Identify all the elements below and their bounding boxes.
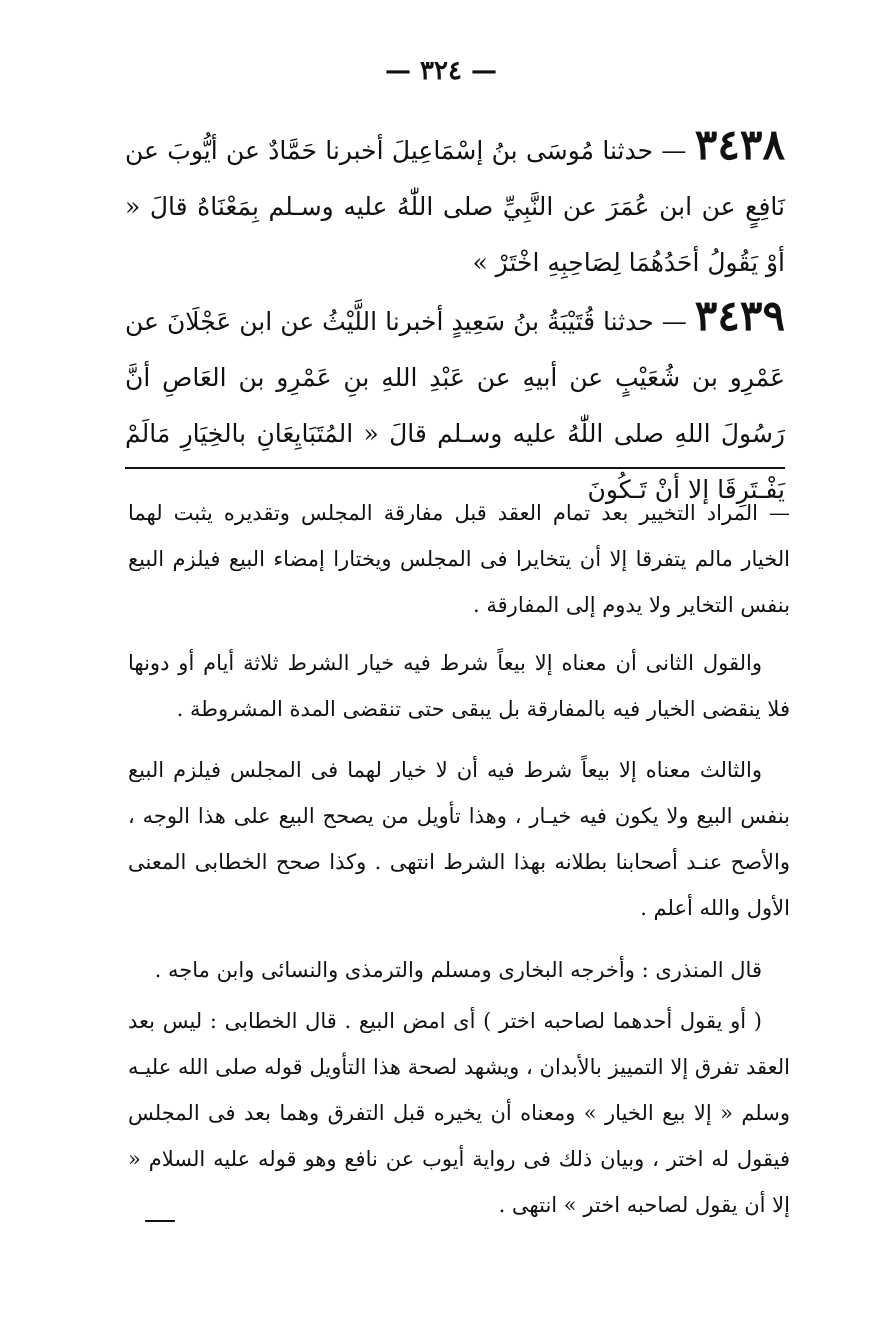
hadith-number: ٣٤٣٨ [694, 120, 785, 169]
commentary-paragraph: ( أو يقول أحدهما لصاحبه اختر ) أى امض البيع . قال الخطابى : ليس بعد العقد تفرق إلا التمييز بالأبدان ، ويشهد لصحة هذا التأويل قوله صلى الله عليـه وسلم « إلا بيع الخيار » ومعناه أن يخيره قبل التفرق وهما بعد فى المجلس فيقول له اختر ، وبيان ذلك فى رواية أيوب عن نافع وهو قوله عليه السلام « إلا أن يقول لصاحبه اختر » انتهى . [128, 1009, 790, 1217]
hadith-3439 [125, 288, 785, 518]
end-dash [145, 1220, 175, 1222]
commentary-paragraph: — المراد التخيير بعد تمام العقد قبل مفارقة المجلس وتقديره يثبت لهما الخيار مالم يتفرقا إلا أن يتخايرا فى المجلس ويختارا إمضاء البيع فيلزم البيع بنفس التخاير ولا يدوم إلى المفارقة . [128, 501, 790, 617]
page-number: — ٣٢٤ — [384, 56, 498, 86]
hadith-number: ٣٤٣٩ [694, 291, 786, 340]
hadith-text: — حدثنا قُتَيْبَةُ بنُ سَعِيدٍ أخبرنا اللَّيْثُ عن ابن عَجْلَانَ عن عَمْرِو بن شُعَيْبٍ عن أبيهِ عن عَبْدِ اللهِ بنِ عَمْرِو بن العَاصِ أنَّ رَسُولَ اللهِ صلى اللّٰهُ عليه وسـلم قالَ « المُتَبَايِعَانِ بالخِيَارِ مَالَمْ يَفْـتَرِقَا إلا أنْ تَـكُونَ [125, 307, 785, 504]
hadith-text: — حدثنا مُوسَى بنُ إسْمَاعِيلَ أخبرنا حَمَّادٌ عن أيُّوبَ عن نَافِعٍ عن ابن عُمَرَ عن النَّبِيِّ صلى اللّٰهُ عليه وسـلم بِمَعْنَاهُ قالَ « أوْ يَقُولُ أحَدُهُمَا لِصَاحِبِهِ اخْتَرْ » [125, 136, 785, 277]
commentary-paragraph: والثالث معناه إلا بيعاً شرط فيه أن لا خيار لهما فى المجلس فيلزم البيع بنفس البيع ولا يكون فيه خيـار ، وهذا تأويل من يصحح البيع على هذا الوجه ، والأصح عنـد أصحابنا بطلانه بهذا الشرط انتهى . وكذا صحح الخطابى المعنى الأول والله أعلم . [128, 758, 790, 920]
footnote-divider [125, 467, 785, 469]
commentary-paragraph: والقول الثانى أن معناه إلا بيعاً شرط فيه خيار الشرط ثلاثة أيام أو دونها فلا ينقضى الخيار فيه بالمفارقة بل يبقى حتى تنقضى المدة المشروطة . [128, 651, 790, 721]
commentary-paragraph: قال المنذرى : وأخرجه البخارى ومسلم والترمذى والنسائى وابن ماجه . [154, 958, 762, 982]
hadith-3438 [125, 117, 785, 291]
